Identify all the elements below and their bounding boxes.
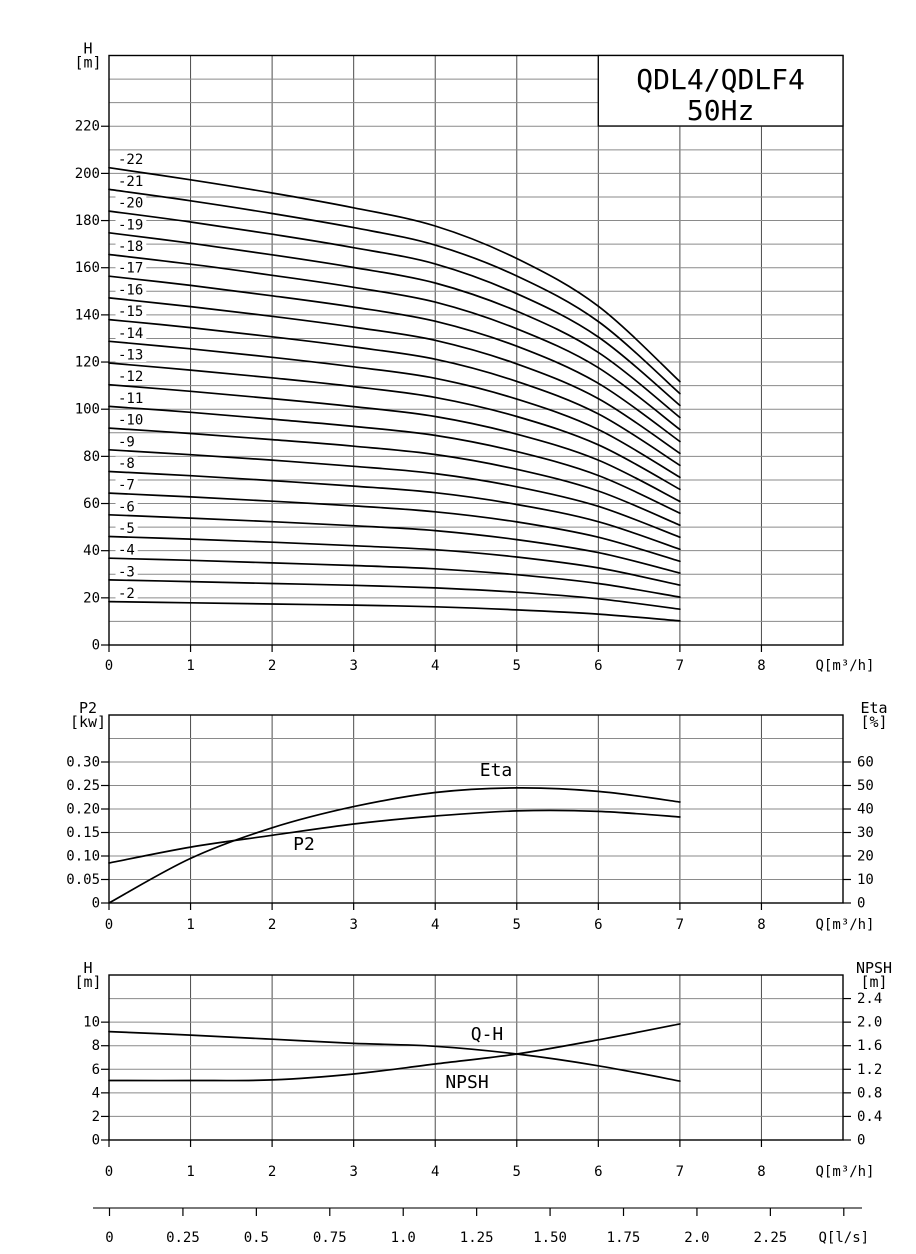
y-tick-label: 0.05 (66, 872, 100, 888)
y-axis-title-m2: [m] (74, 973, 102, 991)
stage-label: -19 (118, 217, 144, 234)
stage-label: -9 (118, 434, 135, 451)
y-axis-title-m: [m] (74, 53, 102, 72)
x-tick-label: 2 (267, 1164, 277, 1180)
pump-curve--2 (109, 602, 680, 621)
stage-label: -2 (118, 586, 135, 603)
y-tick-label: 0.20 (66, 801, 100, 818)
stage-label: -22 (118, 152, 144, 169)
x-tick-label: 7 (675, 1164, 685, 1180)
chart-title-line2: 50Hz (686, 94, 755, 127)
stage-label: -5 (118, 521, 135, 538)
y-axis-title-pct: [%] (860, 713, 888, 731)
y-tick-label: 0 (91, 895, 100, 912)
y-right-tick-label: 10 (857, 872, 874, 888)
stage-label: -12 (118, 369, 144, 386)
chart-title-line1: QDL4/QDLF4 (636, 63, 805, 96)
x-tick-label: 0 (104, 1164, 114, 1180)
y-right-tick-label: 30 (857, 825, 874, 841)
y-axis-title-p2: P2 (78, 699, 98, 717)
x-tick-label: 3 (349, 917, 358, 933)
pump-curve-Eta (109, 788, 680, 903)
x-tick-label: 1 (186, 1164, 195, 1180)
series-label-NPSH: NPSH (445, 1072, 489, 1093)
stage-label: -7 (118, 477, 135, 494)
stage-label: -13 (118, 347, 144, 364)
series-label-Q-H: Q-H (470, 1024, 504, 1045)
pump-curve--20 (109, 211, 680, 405)
y-right-tick-label: 0 (857, 895, 866, 912)
lps-unit-label: Q[l/s] (818, 1230, 870, 1246)
pump-curve-NPSH (109, 1024, 680, 1081)
y-tick-label: 40 (83, 543, 100, 560)
pump-curve--18 (109, 255, 680, 430)
y-tick-label: 80 (83, 448, 100, 465)
stage-label: -3 (118, 564, 135, 581)
x-tick-label: 7 (675, 658, 685, 674)
y-right-tick-label: 20 (857, 848, 874, 865)
lps-tick-label: 2.25 (753, 1230, 788, 1246)
lps-tick-label: 0 (105, 1230, 114, 1246)
y-right-tick-label: 2.4 (857, 991, 883, 1008)
lps-tick-label: 1.25 (459, 1230, 494, 1246)
x-tick-label: 8 (757, 658, 766, 674)
head-capacity-chart (74, 40, 874, 675)
lps-tick-label: 1.50 (533, 1230, 567, 1246)
y-tick-label: 180 (74, 213, 100, 230)
pump-curve--8 (109, 472, 680, 550)
pump-curve--9 (109, 450, 680, 537)
x-tick-label: 4 (431, 917, 440, 933)
x-tick-label: 7 (675, 917, 685, 933)
y-tick-label: 200 (74, 165, 100, 182)
y-tick-label: 0 (91, 637, 100, 654)
stage-label: -16 (118, 282, 144, 299)
y-right-tick-label: 50 (857, 778, 874, 794)
lps-tick-label: 1.75 (606, 1230, 641, 1246)
lps-tick-label: 0.75 (312, 1230, 347, 1246)
x-tick-label: 2 (267, 917, 277, 933)
y-tick-label: 4 (91, 1085, 100, 1102)
stage-label: -4 (118, 542, 135, 559)
axis-frame (109, 975, 843, 1140)
y-tick-label: 10 (83, 1014, 100, 1031)
power-efficiency-chart (66, 699, 887, 933)
y-right-tick-label: 0.8 (857, 1085, 883, 1102)
y-axis-title-kw: [kw] (69, 713, 107, 731)
lps-tick-label: 0.5 (243, 1230, 270, 1246)
y-tick-label: 140 (74, 307, 100, 324)
y-axis-title-h: H (83, 39, 93, 58)
pump-curve--17 (109, 276, 680, 441)
y-tick-label: 0.15 (66, 825, 100, 841)
y-axis-title-npsh-m: [m] (860, 973, 888, 991)
stage-label: -17 (118, 260, 144, 277)
y-tick-label: 8 (91, 1038, 100, 1055)
y-right-tick-label: 40 (857, 801, 874, 818)
x-tick-label: 6 (594, 917, 603, 933)
flow-rate-lps-axis (93, 1208, 869, 1246)
y-right-tick-label: 60 (857, 754, 874, 771)
lps-tick-label: 0.25 (166, 1230, 200, 1246)
series-label-P2: P2 (293, 834, 315, 855)
y-tick-label: 0.10 (66, 848, 100, 865)
y-tick-label: 20 (83, 590, 100, 607)
x-tick-label: 1 (186, 917, 195, 933)
y-tick-label: 120 (74, 354, 100, 371)
y-tick-label: 6 (91, 1061, 100, 1078)
x-tick-label: 3 (349, 658, 358, 674)
pump-curve--4 (109, 558, 680, 597)
series-label-Eta: Eta (479, 760, 513, 781)
y-tick-label: 160 (74, 260, 100, 277)
stage-label: -6 (118, 499, 135, 516)
y-tick-label: 100 (74, 401, 100, 418)
x-tick-label: 3 (349, 1164, 358, 1180)
stage-label: -8 (118, 455, 135, 472)
x-tick-label: 2 (267, 658, 277, 674)
y-right-tick-label: 0 (857, 1132, 866, 1149)
x-tick-label: 8 (757, 1164, 766, 1180)
y-axis-title-eta: Eta (860, 699, 888, 717)
y-right-tick-label: 1.6 (857, 1038, 883, 1055)
y-axis-title-npsh: NPSH (855, 959, 893, 977)
y-right-tick-label: 0.4 (857, 1108, 883, 1125)
y-tick-label: 0.30 (66, 754, 100, 771)
lps-tick-label: 1.0 (390, 1230, 416, 1246)
x-tick-label: 4 (431, 658, 440, 674)
x-tick-label: 5 (512, 1164, 521, 1180)
y-tick-label: 2 (91, 1108, 100, 1125)
x-tick-label: 5 (512, 917, 521, 933)
x-unit-label: Q[m³/h] (815, 917, 875, 933)
y-tick-label: 220 (74, 118, 100, 135)
x-tick-label: 6 (594, 1164, 603, 1180)
x-tick-label: 5 (512, 658, 521, 674)
x-tick-label: 8 (757, 917, 766, 933)
stage-label: -21 (118, 173, 144, 190)
stage-label: -20 (118, 195, 144, 212)
y-tick-label: 0.25 (66, 778, 100, 794)
pump-curve-P2 (109, 810, 680, 863)
lps-tick-label: 2.0 (684, 1230, 710, 1246)
y-tick-label: 0 (91, 1132, 100, 1149)
stage-label: -18 (118, 239, 144, 256)
pump-curve--6 (109, 515, 680, 573)
y-right-tick-label: 2.0 (857, 1014, 883, 1031)
y-axis-title-h2: H (83, 959, 93, 977)
stage-label: -14 (118, 325, 144, 342)
qh-npsh-chart (74, 959, 892, 1180)
x-tick-label: 0 (104, 917, 114, 933)
stage-label: -11 (118, 390, 144, 407)
pump-curve-Q-H (109, 1032, 680, 1082)
pump-curve--3 (109, 580, 680, 609)
x-tick-label: 4 (431, 1164, 440, 1180)
y-right-tick-label: 1.2 (857, 1061, 883, 1078)
y-tick-label: 60 (83, 496, 100, 513)
x-unit-label: Q[m³/h] (815, 1164, 875, 1180)
x-tick-label: 1 (186, 658, 195, 674)
x-tick-label: 0 (104, 658, 114, 674)
stage-label: -10 (118, 412, 144, 429)
x-tick-label: 6 (594, 658, 603, 674)
stage-label: -15 (118, 304, 144, 321)
pump-curve--19 (109, 233, 680, 418)
x-unit-label: Q[m³/h] (815, 658, 875, 674)
